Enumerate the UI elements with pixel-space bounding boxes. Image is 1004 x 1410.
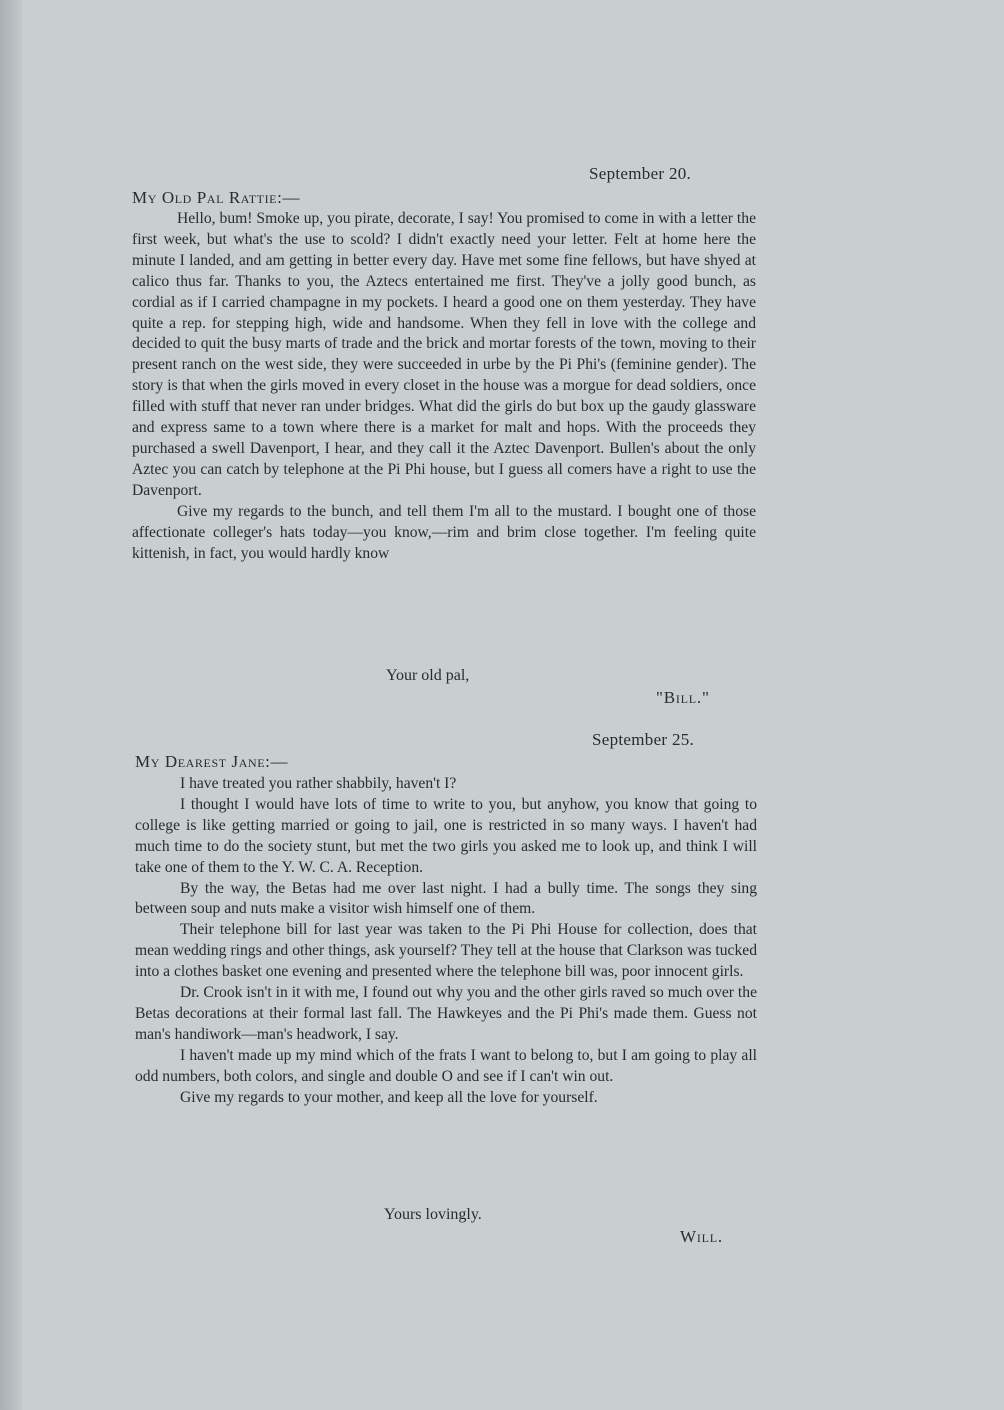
letter-paragraph: I haven't made up my mind which of the frats I want to belong to, but I am going to play all odd numbers, both colors, and single and double O and see if I can't win out.: [135, 1046, 757, 1085]
letter-date: September 25.: [592, 730, 695, 749]
letter-paragraph: I have treated you rather shabbily, haven't I?: [180, 775, 457, 792]
letter-signature: "Bill.": [656, 688, 710, 707]
letter-paragraph: I thought I would have lots of time to write to you, but anyhow, you know that going to college is like getting married or going to jail, one is restricted in so many ways. I haven't had much time to do the society stunt, but met the two girls you asked me to look up, and think I will take one of them to the Y. W. C. A. Reception.: [135, 795, 757, 876]
letter-salutation: My Dearest Jane:—: [135, 752, 289, 771]
page-edge: [0, 0, 22, 1410]
letter-closing: Yours lovingly.: [384, 1206, 482, 1223]
letter-paragraph: Their telephone bill for last year was taken to the Pi Phi House for collection, does that mean wedding rings and other things, ask yourself? They tell at the house that Clarkson was tucked into a clothes basket one evening and presented where the telephone bill was, poor innocent girls.: [135, 921, 757, 981]
letter-signature: Will.: [680, 1227, 723, 1246]
letter-paragraph: Give my regards to your mother, and keep all the love for yourself.: [180, 1088, 598, 1106]
letter-paragraph: Hello, bum! Smoke up, you pirate, decorate, I say! You promised to come in with a letter the first week, but what's the use to scold? I didn't exactly need your letter. Felt at home here the minute I landed, and am getting in better every day. Have met some fine fellows, but have shyed at calico thus far. Thanks to you, the Aztecs entertained me first. They've a jolly good bunch, as cordial as if I carried champagne in my pockets. I heard a good one on them yesterday. They have quite a rep. for stepping high, wide and handsome. When they fell in love with the college and decided to quit the busy marts of trade and the brick and mortar forests of the town, moving to their present ranch on the west side, they were succeeded in urbe by the Pi Phi's (feminine gender). The story is that when the girls moved in every closet in the house was a morgue for dead soldiers, once filled with stuff that never ran under bridges. What did the girls do but box up the gaudy glassware and express same to a town where there is a market for malt and hops. With the proceeds they purchased a swell Davenport, I hear, and they call it the Aztec Davenport. Bullen's about the only Aztec you can catch by telephone at the Pi Phi house, but I guess all comers have a right to use the Davenport.: [132, 210, 756, 499]
letter-paragraph: By the way, the Betas had me over last night. I had a bully time. The songs they sing between soup and nuts make a visitor wish himself one of them.: [135, 879, 757, 918]
letter-body: [135, 774, 757, 1109]
letter-salutation: My Old Pal Rattie:—: [132, 188, 301, 207]
letter-date: September 20.: [589, 164, 692, 183]
letter-paragraph: Dr. Crook isn't in it with me, I found out why you and the other girls raved so much over the Betas decorations at their formal last fall. The Hawkeyes and the Pi Phi's made them. Guess not man's handiwork—man's headwork, I say.: [135, 984, 757, 1043]
letter-body: [132, 209, 756, 564]
letter-closing: Your old pal,: [386, 667, 470, 684]
letter-paragraph: Give my regards to the bunch, and tell them I'm all to the mustard. I bought one of those affectionate colleger's hats today—you know,—rim and brim close together. I'm feeling quite kittenish, in fact, you would hardly know: [132, 502, 756, 562]
